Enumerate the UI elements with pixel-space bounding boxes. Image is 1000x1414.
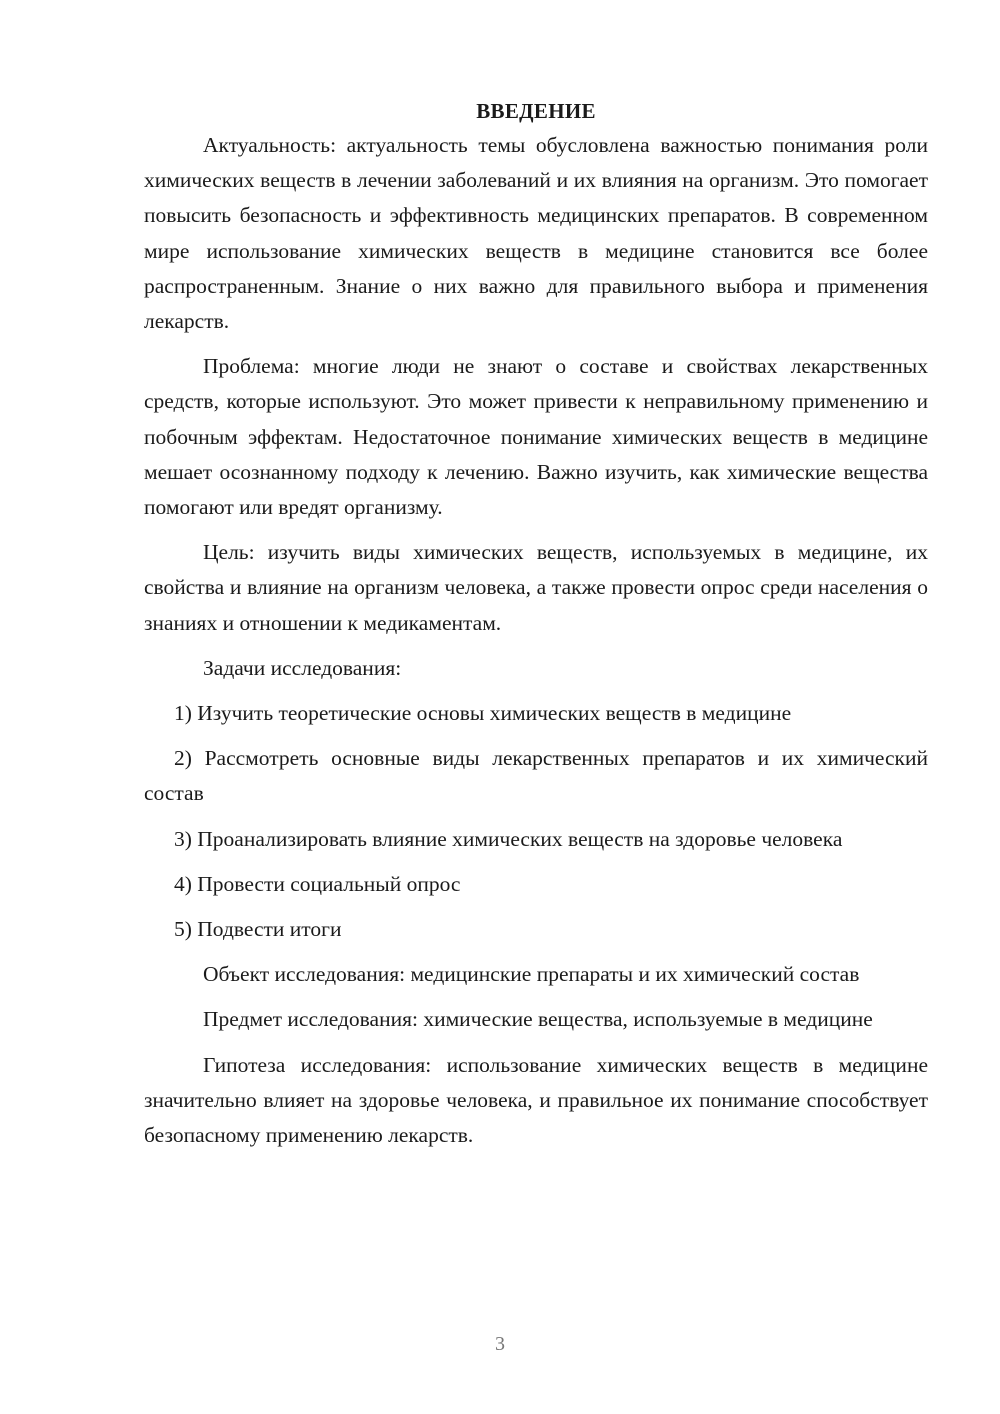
paragraph-subject: Предмет исследования: химические вещества, используемые в медицине	[203, 1007, 873, 1032]
paragraph-hypothesis: Гипотеза исследования: использование химических веществ в медицине значительно влияет на здоровье человека, и правильное их понимание способствует безопасному применению лекарств.	[144, 1052, 928, 1148]
paragraph-object: Объект исследования: медицинские препараты и их химический состав	[203, 962, 860, 987]
list-item-task-4: 4) Провести социальный опрос	[174, 871, 461, 896]
paragraph-goal: Цель: изучить виды химических веществ, используемых в медицине, их свойства и влияние на организм человека, а также провести опрос среди населения о знаниях и отношении к медикаментам.	[144, 540, 928, 635]
tasks-heading: Задачи исследования:	[203, 655, 402, 680]
page-title: ВВЕДЕНИЕ	[476, 99, 596, 123]
list-item-task-2: 2) Рассмотреть основные виды лекарственных препаратов и их химический состав	[144, 746, 928, 806]
paragraph-problem: Проблема: многие люди не знают о составе и свойствах лекарственных средств, которые используют. Это может привести к неправильному применению и побочным эффектам. Недостаточное понимание химических веществ в медицине мешает осознанному подходу к лечению. Важно изучить, как химические вещества помогают или вредят организму.	[144, 354, 928, 520]
list-item-task-1: 1) Изучить теоретические основы химических веществ в медицине	[174, 701, 792, 726]
page-number: 3	[495, 1333, 505, 1355]
page-content	[144, 96, 928, 1163]
paragraph-relevance: Актуальность: актуальность темы обусловлена важностью понимания роли химических веществ в лечении заболеваний и их влияния на организм. Это помогает повысить безопасность и эффективность медицинских препаратов. В современном мире использование химических веществ в медицине становится все более распространенным. Знание о них важно для правильного выбора и применения лекарств.	[144, 133, 928, 334]
list-item-task-5: 5) Подвести итоги	[174, 917, 342, 942]
list-item-task-3: 3) Проанализировать влияние химических веществ на здоровье человека	[174, 826, 843, 851]
